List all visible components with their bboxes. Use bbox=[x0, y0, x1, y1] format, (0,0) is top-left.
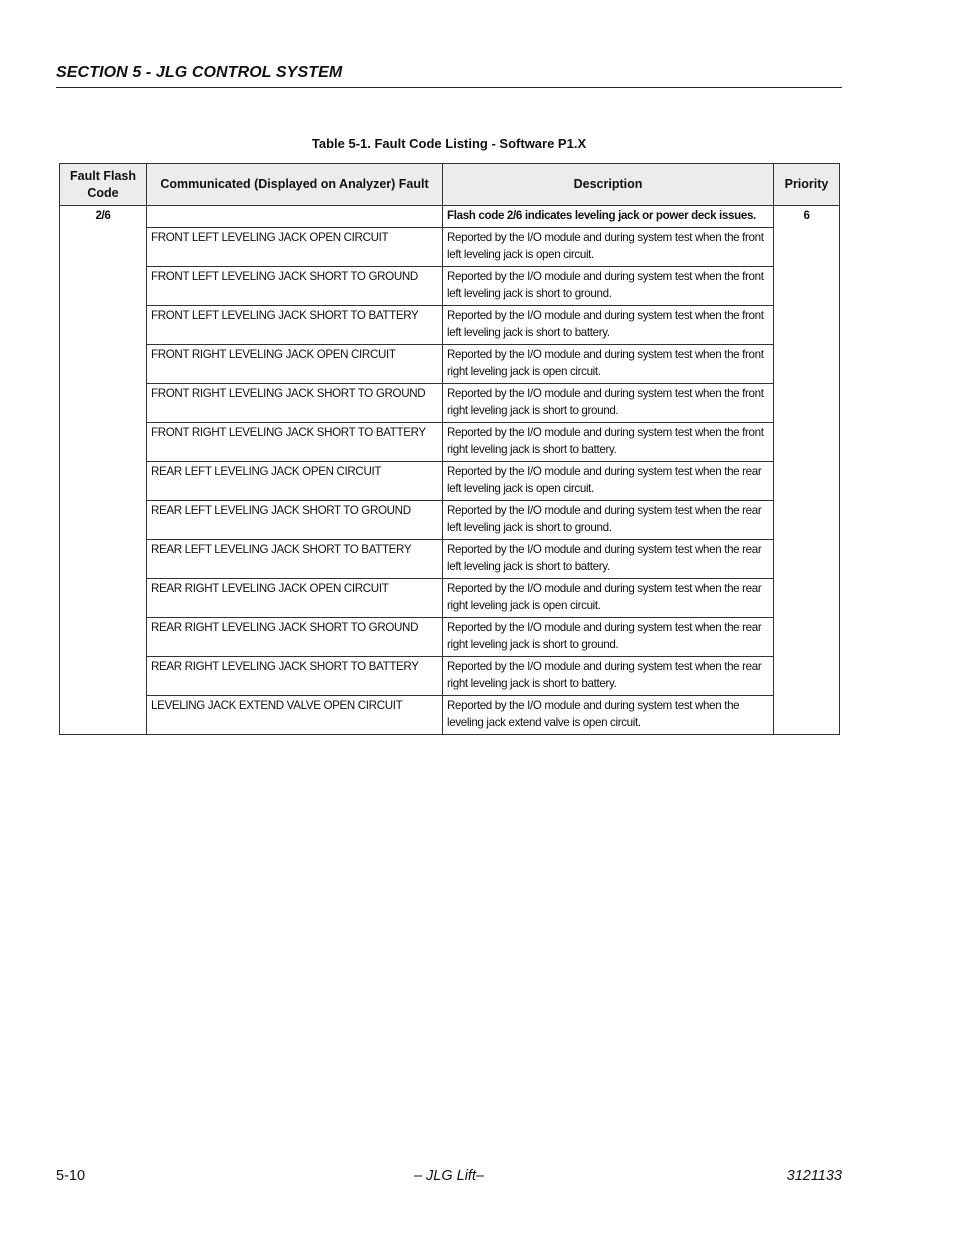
fault-cell: FRONT RIGHT LEVELING JACK OPEN CIRCUIT bbox=[147, 345, 443, 384]
table-row bbox=[60, 267, 840, 306]
fault-cell: FRONT RIGHT LEVELING JACK SHORT TO GROUND bbox=[147, 384, 443, 423]
description-cell: Reported by the I/O module and during system test when the front right leveling jack is short to ground. bbox=[443, 384, 774, 423]
table-body bbox=[60, 206, 840, 735]
table-row bbox=[60, 618, 840, 657]
flash-code-cell: 2/6 bbox=[60, 206, 147, 735]
table-row bbox=[60, 657, 840, 696]
description-cell: Reported by the I/O module and during system test when the leveling jack extend valve is open circuit. bbox=[443, 696, 774, 735]
fault-cell: REAR RIGHT LEVELING JACK SHORT TO BATTERY bbox=[147, 657, 443, 696]
table-row bbox=[60, 462, 840, 501]
table-row-intro bbox=[60, 206, 840, 228]
table-row bbox=[60, 696, 840, 735]
fault-cell: FRONT LEFT LEVELING JACK OPEN CIRCUIT bbox=[147, 228, 443, 267]
description-cell: Reported by the I/O module and during system test when the rear right leveling jack is short to battery. bbox=[443, 657, 774, 696]
table-row bbox=[60, 384, 840, 423]
column-header-description: Description bbox=[443, 164, 774, 206]
description-cell: Reported by the I/O module and during system test when the rear right leveling jack is short to ground. bbox=[443, 618, 774, 657]
fault-code-table bbox=[59, 163, 840, 735]
section-header bbox=[56, 64, 842, 88]
table-row bbox=[60, 540, 840, 579]
description-cell: Reported by the I/O module and during system test when the front right leveling jack is short to battery. bbox=[443, 423, 774, 462]
section-title: SECTION 5 - JLG CONTROL SYSTEM bbox=[56, 64, 343, 81]
table-row bbox=[60, 579, 840, 618]
column-header-code: Fault Flash Code bbox=[60, 164, 147, 206]
fault-cell: REAR LEFT LEVELING JACK OPEN CIRCUIT bbox=[147, 462, 443, 501]
description-cell: Reported by the I/O module and during system test when the rear left leveling jack is short to battery. bbox=[443, 540, 774, 579]
fault-cell: REAR RIGHT LEVELING JACK OPEN CIRCUIT bbox=[147, 579, 443, 618]
column-header-priority: Priority bbox=[774, 164, 840, 206]
table-row bbox=[60, 501, 840, 540]
intro-description-cell: Flash code 2/6 indicates leveling jack or power deck issues. bbox=[443, 206, 774, 228]
description-cell: Reported by the I/O module and during system test when the front left leveling jack is short to ground. bbox=[443, 267, 774, 306]
description-cell: Reported by the I/O module and during system test when the rear right leveling jack is open circuit. bbox=[443, 579, 774, 618]
table-row bbox=[60, 228, 840, 267]
description-cell: Reported by the I/O module and during system test when the front left leveling jack is short to battery. bbox=[443, 306, 774, 345]
description-cell: Reported by the I/O module and during system test when the front right leveling jack is open circuit. bbox=[443, 345, 774, 384]
table-row bbox=[60, 345, 840, 384]
column-header-fault: Communicated (Displayed on Analyzer) Fault bbox=[147, 164, 443, 206]
table-header-row bbox=[60, 164, 840, 206]
description-cell: Reported by the I/O module and during system test when the front left leveling jack is open circuit. bbox=[443, 228, 774, 267]
fault-cell: REAR LEFT LEVELING JACK SHORT TO GROUND bbox=[147, 501, 443, 540]
fault-cell: REAR RIGHT LEVELING JACK SHORT TO GROUND bbox=[147, 618, 443, 657]
fault-cell: LEVELING JACK EXTEND VALVE OPEN CIRCUIT bbox=[147, 696, 443, 735]
description-cell: Reported by the I/O module and during system test when the rear left leveling jack is open circuit. bbox=[443, 462, 774, 501]
table-caption: Table 5-1. Fault Code Listing - Software P1.X bbox=[311, 136, 587, 151]
fault-cell: FRONT RIGHT LEVELING JACK SHORT TO BATTERY bbox=[147, 423, 443, 462]
priority-cell: 6 bbox=[774, 206, 840, 735]
table-row bbox=[60, 423, 840, 462]
page-footer bbox=[56, 1168, 842, 1188]
fault-cell: FRONT LEFT LEVELING JACK SHORT TO BATTERY bbox=[147, 306, 443, 345]
table-row bbox=[60, 306, 840, 345]
fault-cell: REAR LEFT LEVELING JACK SHORT TO BATTERY bbox=[147, 540, 443, 579]
document-number: 3121133 bbox=[786, 1168, 842, 1184]
footer-brand: – JLG Lift– bbox=[413, 1168, 485, 1184]
description-cell: Reported by the I/O module and during system test when the rear left leveling jack is short to ground. bbox=[443, 501, 774, 540]
fault-cell bbox=[147, 206, 443, 228]
fault-cell: FRONT LEFT LEVELING JACK SHORT TO GROUND bbox=[147, 267, 443, 306]
page-number: 5-10 bbox=[56, 1168, 86, 1184]
